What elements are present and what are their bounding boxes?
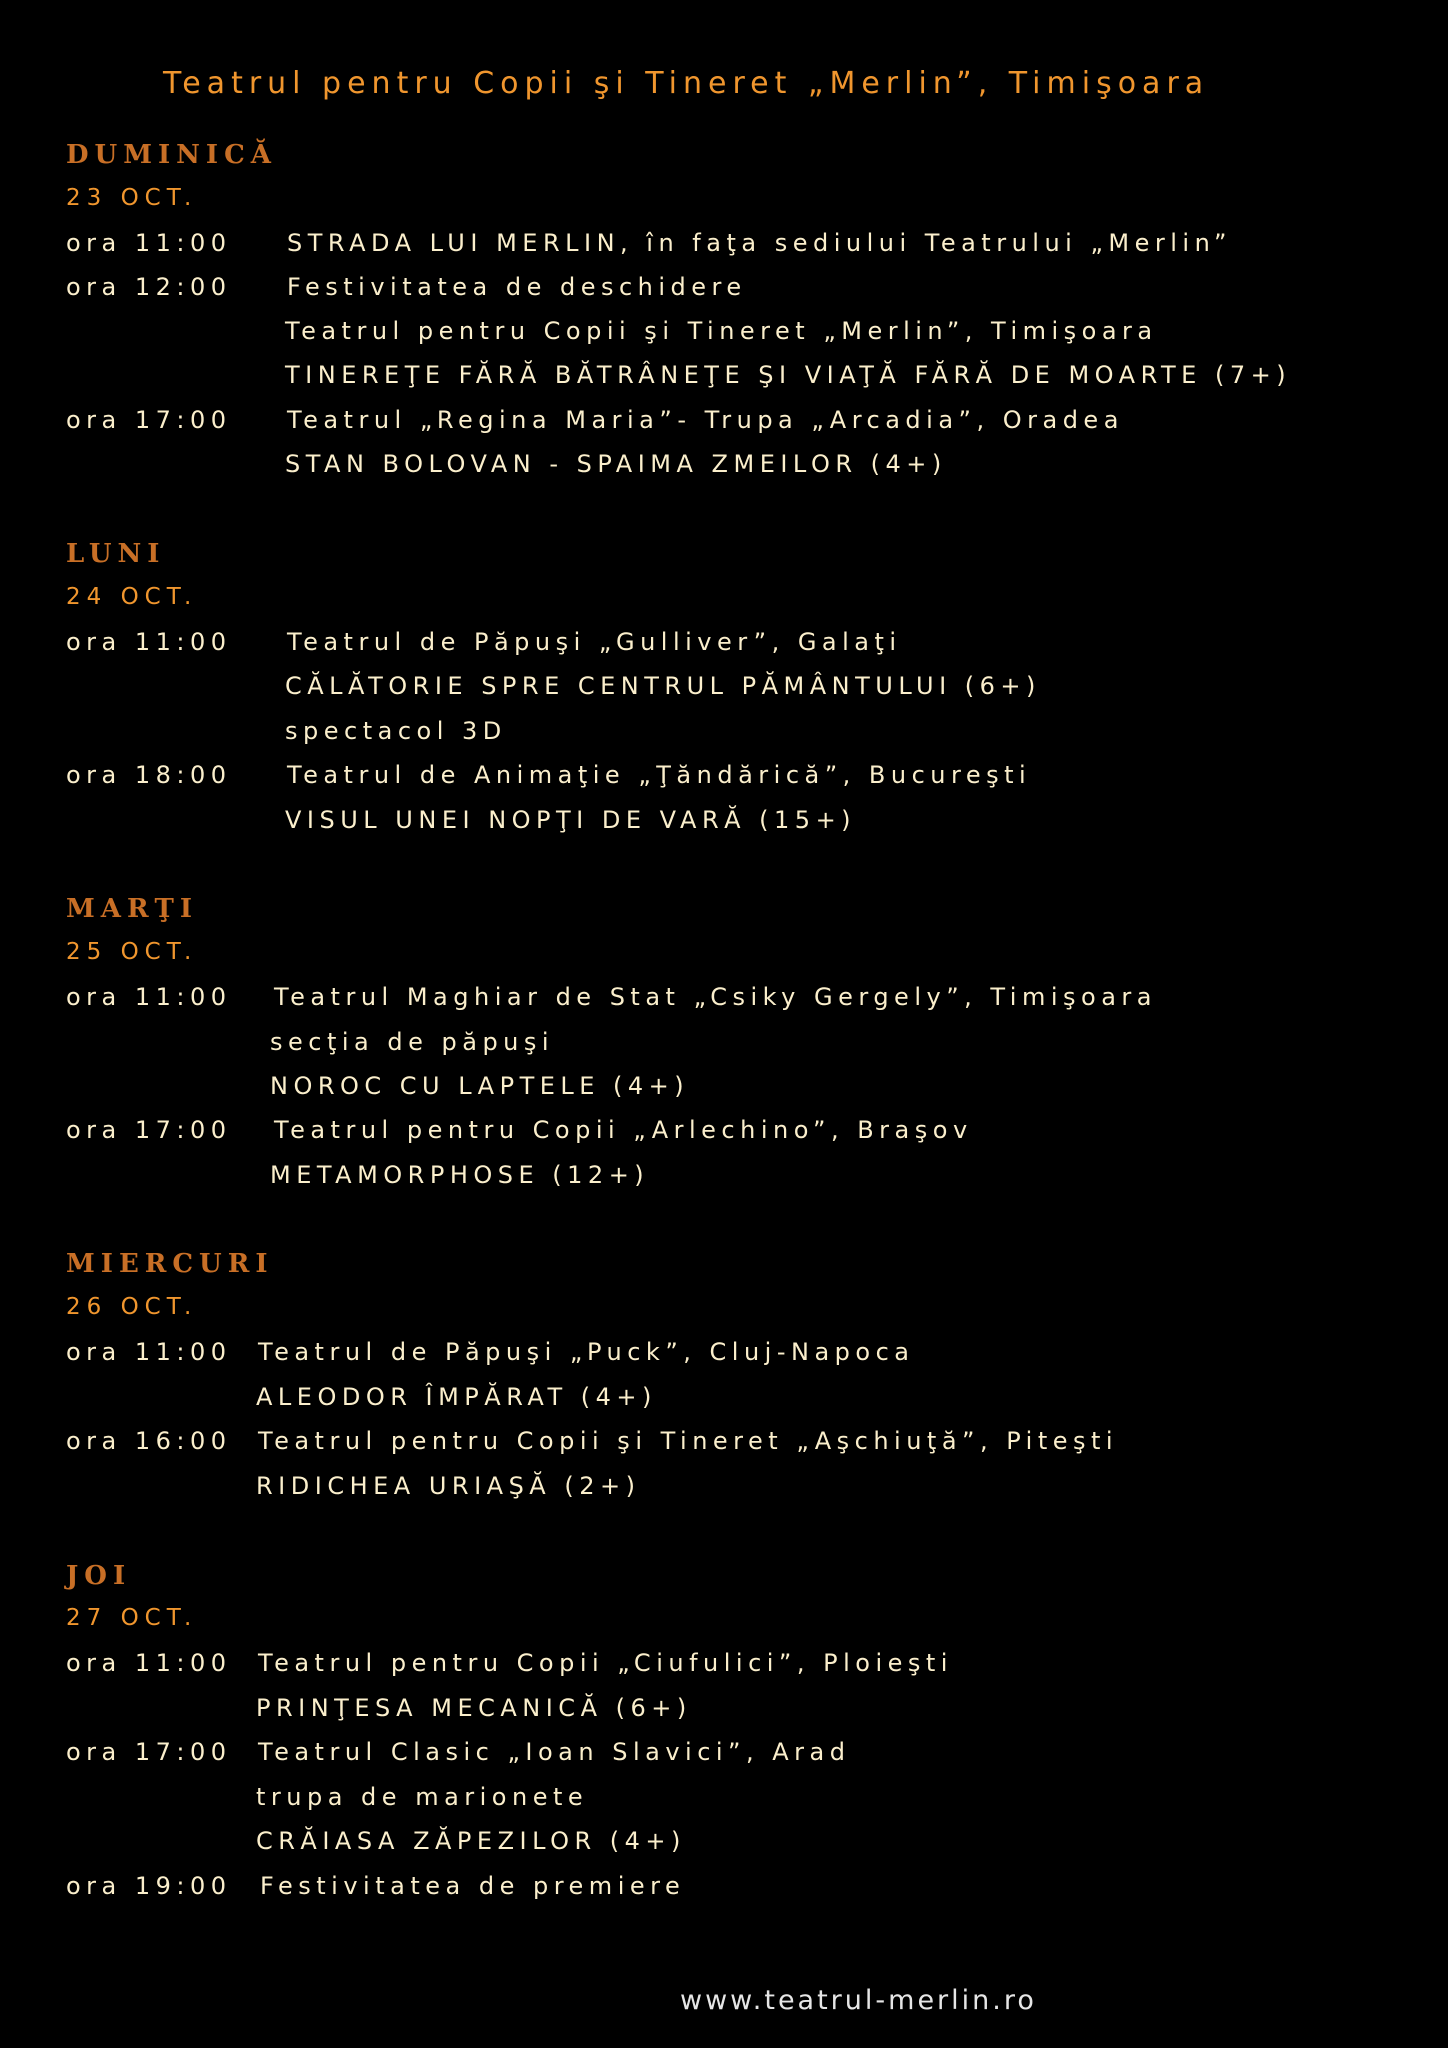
event-line: PRINŢESA MECANICĂ (6+)	[256, 1694, 692, 1722]
event-line: Teatrul de Păpuşi „Gulliver”, Galaţi	[287, 628, 902, 656]
event-line: Teatrul pentru Copii „Arlechino”, Braşov	[274, 1116, 973, 1144]
event-line: Teatrul de Păpuşi „Puck”, Cluj-Napoca	[258, 1338, 915, 1366]
day-heading-sunday: DUMINICĂ	[66, 140, 277, 170]
event-time: ora 16:00	[66, 1427, 232, 1455]
event-time: ora 17:00	[66, 406, 232, 434]
event-line: Teatrul pentru Copii „Ciufulici”, Ploieşti	[258, 1649, 953, 1677]
event-time: ora 12:00	[66, 273, 232, 301]
event-line: secţia de păpuşi	[270, 1028, 555, 1056]
page-title: Teatrul pentru Copii şi Tineret „Merlin”, Timişoara	[163, 66, 1210, 101]
event-line: CĂLĂTORIE SPRE CENTRUL PĂMÂNTULUI (6+)	[285, 672, 1041, 700]
event-line: ALEODOR ÎMPĂRAT (4+)	[256, 1383, 657, 1411]
event-line: VISUL UNEI NOPŢI DE VARĂ (15+)	[285, 806, 857, 834]
event-line: STRADA LUI MERLIN, în faţa sediului Teatrului „Merlin”	[287, 229, 1232, 257]
event-line: Festivitatea de premiere	[260, 1872, 686, 1900]
event-line: Teatrul „Regina Maria”- Trupa „Arcadia”, Oradea	[287, 406, 1124, 434]
event-line: CRĂIASA ZĂPEZILOR (4+)	[256, 1827, 686, 1855]
day-heading-thursday: JOI	[66, 1561, 132, 1591]
event-line: Teatrul de Animaţie „Ţăndărică”, Bucureşti	[287, 761, 1032, 789]
day-date-sunday: 23 OCT.	[66, 185, 198, 211]
day-heading-wednesday: MIERCURI	[66, 1249, 274, 1279]
event-time: ora 11:00	[66, 1649, 232, 1677]
event-line: TINEREŢE FĂRĂ BĂTRÂNEŢE ŞI VIAŢĂ FĂRĂ DE MOARTE (7+)	[285, 361, 1292, 389]
event-time: ora 11:00	[66, 983, 232, 1011]
day-date-wednesday: 26 OCT.	[66, 1294, 198, 1320]
day-date-thursday: 27 OCT.	[66, 1605, 198, 1631]
day-heading-monday: LUNI	[66, 539, 166, 569]
event-line: spectacol 3D	[285, 717, 507, 745]
event-line: Festivitatea de deschidere	[287, 273, 747, 301]
event-time: ora 11:00	[66, 628, 232, 656]
event-time: ora 18:00	[66, 761, 232, 789]
event-time: ora 19:00	[66, 1872, 232, 1900]
day-date-tuesday: 25 OCT.	[66, 939, 198, 965]
event-line: Teatrul pentru Copii şi Tineret „Aşchiuţă”, Piteşti	[258, 1427, 1119, 1455]
event-line: STAN BOLOVAN - SPAIMA ZMEILOR (4+)	[285, 450, 947, 478]
day-date-monday: 24 OCT.	[66, 584, 198, 610]
event-line: Teatrul Maghiar de Stat „Csiky Gergely”, Timişoara	[274, 983, 1157, 1011]
event-line: NOROC CU LAPTELE (4+)	[270, 1072, 690, 1100]
event-time: ora 17:00	[66, 1116, 232, 1144]
event-line: Teatrul Clasic „Ioan Slavici”, Arad	[258, 1738, 851, 1766]
event-time: ora 11:00	[66, 1338, 232, 1366]
event-time: ora 11:00	[66, 229, 232, 257]
event-line: Teatrul pentru Copii şi Tineret „Merlin”, Timişoara	[285, 317, 1158, 345]
event-line: RIDICHEA URIAŞĂ (2+)	[256, 1472, 641, 1500]
event-time: ora 17:00	[66, 1738, 232, 1766]
day-heading-tuesday: MARŢI	[66, 894, 199, 924]
website-link[interactable]: www.teatrul-merlin.ro	[680, 1985, 1037, 2016]
event-line: METAMORPHOSE (12+)	[270, 1161, 650, 1189]
event-line: trupa de marionete	[256, 1783, 589, 1811]
